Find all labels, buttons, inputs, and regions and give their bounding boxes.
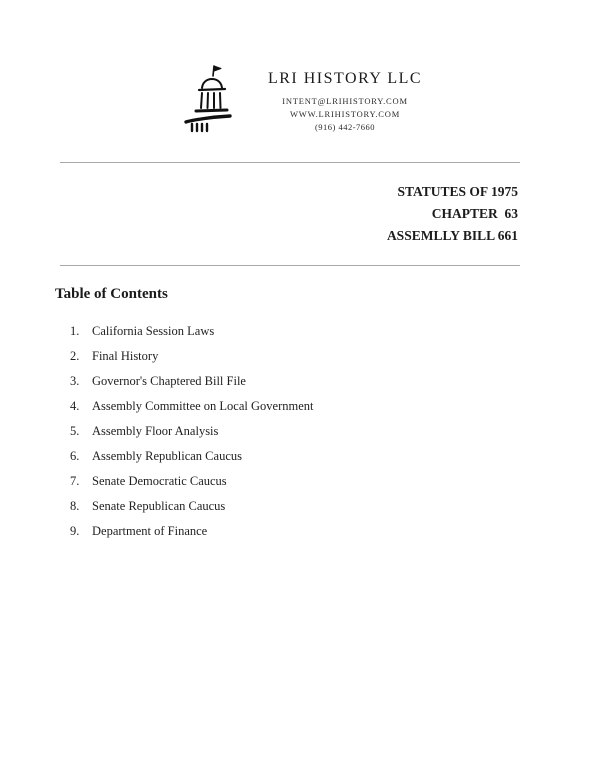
firm-website: WWW.LRIHISTORY.COM: [289, 109, 401, 119]
toc-item: [70, 500, 600, 513]
toc-item-number: 4.: [70, 399, 80, 413]
toc-item: [70, 475, 600, 488]
toc-item: [70, 525, 600, 538]
toc-item-number: 7.: [70, 474, 80, 488]
statutes-block: [60, 181, 518, 247]
toc-item-label: Assembly Committee on Local Government: [92, 399, 314, 413]
toc-item-number: 9.: [70, 524, 80, 538]
toc-item: [70, 325, 600, 338]
toc-item-number: 6.: [70, 449, 80, 463]
capitol-building-icon: [178, 62, 240, 138]
toc-item-number: 8.: [70, 499, 80, 513]
toc-item-label: Governor's Chaptered Bill File: [92, 374, 246, 388]
toc-item-number: 2.: [70, 349, 80, 363]
toc-item-label: Final History: [92, 349, 159, 363]
toc-title: Table of Contents: [55, 286, 168, 302]
toc-item-label: Department of Finance: [92, 524, 208, 538]
toc-item-label: Senate Democratic Caucus: [92, 474, 227, 488]
toc-item: [70, 350, 600, 363]
firm-name: LRI HISTORY LLC: [267, 70, 423, 87]
toc-item: [70, 400, 600, 413]
toc-item-label: Assembly Republican Caucus: [92, 449, 242, 463]
toc-list: [70, 325, 600, 538]
statutes-bill: ASSEMLLY BILL 661: [386, 228, 518, 243]
firm-phone: (916) 442-7660: [314, 122, 376, 132]
toc-item-number: 3.: [70, 374, 80, 388]
toc-item-label: Assembly Floor Analysis: [92, 424, 219, 438]
toc-item-label: Senate Republican Caucus: [92, 499, 226, 513]
letterhead: [0, 0, 600, 138]
firm-email: INTENT@LRIHISTORY.COM: [282, 96, 408, 106]
divider-bottom: [60, 265, 520, 266]
statutes-chapter: CHAPTER 63: [431, 206, 518, 221]
toc-item-number: 1.: [70, 324, 80, 338]
toc-item: [70, 425, 600, 438]
divider-top: [60, 162, 520, 163]
toc-item-number: 5.: [70, 424, 80, 438]
firm-contact-block: [268, 62, 422, 134]
toc-item: [70, 375, 600, 388]
toc-item: [70, 450, 600, 463]
statutes-year: STATUTES OF 1975: [397, 184, 518, 199]
toc-item-label: California Session Laws: [92, 324, 215, 338]
